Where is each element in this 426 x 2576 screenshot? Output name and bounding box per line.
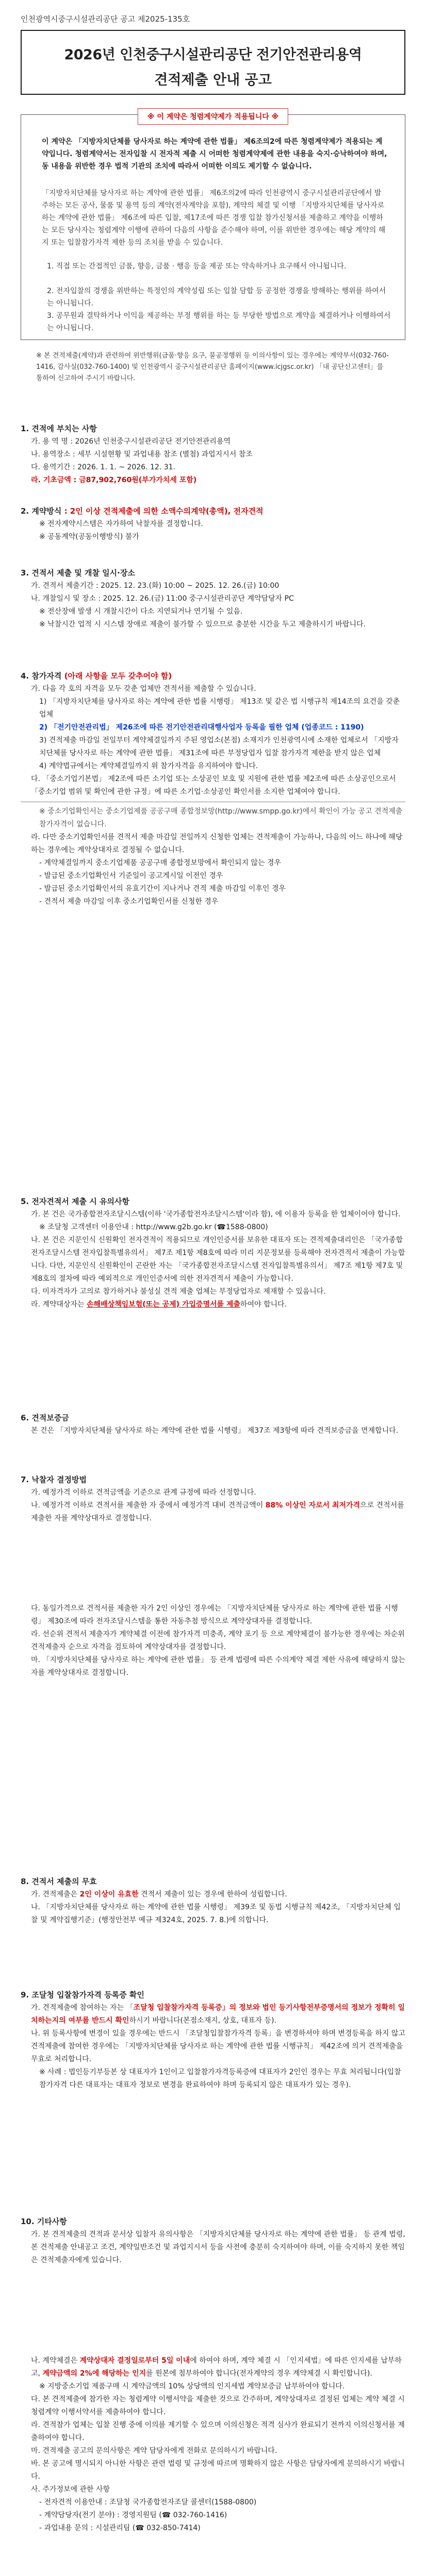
qualification-2: 2) 「전기안전관리법」 제26조에 따른 전기안전관리대행사업자 등록을 필한 업체 (업종코드 : 1190) <box>39 723 364 732</box>
insurance-post: 하여야 합니다. <box>240 1300 287 1309</box>
qualification-3: 3) 견적제출 마감일 전일부터 계약체결일까지 주된 영업소(본점) 소재지가 인천광역시에 소재한 업체로서 「지방자치단체를 당사자로 하는 계약에 관한 법률」 제31조에 따른 부정당업자 입찰 참가자격 제한을 받지 않은 업체 <box>39 736 399 757</box>
section-6 <box>21 1412 405 1437</box>
misc-7: 사. 주가정보에 관한 사항 <box>31 2485 110 2494</box>
qualification-small-business: 다. 「중소기업기본법」 제2조에 따른 소기업 또는 소상공인 보호 및 지원에 관한 법률 제2조에 따른 소상공인으로서 「중소기업 범위 및 확인에 관한 규정」에 따른 소기업·소상공인 확인서를 소지한 업체여야 합니다. <box>31 775 396 796</box>
integrity-contract-box <box>21 114 405 340</box>
submit-period: 가. 견적서 제출기간 : 2025. 12. 23.(화) 10:00 ~ 2025. 12. 26.(금) 10:00 <box>31 582 280 590</box>
registration-pre: 가. 견적제출에 참여하는 자는 「 <box>31 2004 134 2012</box>
award-rule-threshold: 88% 이상인 자로서 최저가격 <box>265 1501 361 1510</box>
sme-exception-2: - 발급된 중소기업확인서 기준일이 공고게시일 이전인 경우 <box>39 872 223 880</box>
validity-count: 2인 이상이 유효한 <box>79 1890 139 1899</box>
integrity-para-1: 이 계약은 「지방자치단체를 당사자로 하는 계약에 관한 법률」 제6조의2에 따른 청렴계약제가 적용되는 계약입니다. 청렴계약서는 전자입찰 시 전자적 제출 시 어떠한 청렴계약제에 관한 내용을 숙지·승낙하여야 하며, 동 내용을 위반한 경우 법적 기관의 조치에 따라서 어떠한 이의도 제기할 수 없습니다. <box>42 138 387 171</box>
section-10-title: 10. 기타사항 <box>21 2217 67 2226</box>
sme-exception: 라. 다만 중소기업확인서를 견적서 제출 마감일 전일까지 신청한 업체는 견적제출이 가능하나, 다음의 어느 하나에 해당하는 경우에는 계약상대자로 결정될 수 없습니다. <box>31 833 403 854</box>
section-10 <box>21 2215 405 2535</box>
section-7 <box>21 1473 405 1680</box>
service-period: 다. 용역기간 : 2026. 1. 1. ~ 2026. 12. 31. <box>31 463 175 471</box>
section-1 <box>21 422 405 487</box>
section-3-note-1: ※ 전산장애 발생 시 개찰시간이 다소 지연되거나 연기될 수 있음. <box>39 607 243 616</box>
g2b-registration: 가. 본 건은 국가종합전자조달시스템(이하 '국가종합전자조달시스템'이라 함), 에 이용자 등록을 한 업체이어야 합니다. <box>31 1210 401 1218</box>
misc-2-stamp: 계약금액의 2%에 해당하는 인지 <box>42 2369 146 2378</box>
validity-pre: 가. 견적제출은 <box>31 1890 80 1899</box>
misc-6: 바. 본 공고에 명시되지 아니한 사항은 관련 법령 및 규정에 따르며 명확하지 않은 사항은 담당자에게 문의하시기 바랍니다. <box>31 2460 405 2481</box>
section-2-note-1: ※ 전자계약시스템은 자가하여 낙찰자를 결정합니다. <box>39 520 203 528</box>
misc-2-pre: 나. 계약체결은 <box>31 2357 80 2365</box>
registration-check: 조달청 입찰참가자격 등록증」의 정보와 법인 등기사항전부증명서의 정보가 정확히 일치하는지의 여부를 반드시 확인 <box>31 2004 405 2025</box>
insurance-requirement: 손해배상책임보험(또는 공제) 가입증명서를 제출 <box>87 1300 240 1309</box>
integrity-notice-tab: ※ 이 계약은 청렴계약제가 적용됩니다 ※ <box>138 108 288 125</box>
integrity-item-2: 2. 전자입찰의 경쟁을 위반하는 특정인의 계약성립 또는 입찰 담합 등 공정한 경쟁을 방해하는 행위를 하여서는 아니됩니다. <box>47 287 386 308</box>
contact-task: - 과업내용 문의 : 시설관리팀 (☎ 032-850-7414) <box>39 2524 201 2532</box>
section-6-title: 6. 견적보증금 <box>21 1413 69 1422</box>
service-location: 나. 용역장소 : 세부 시설현황 및 과업내용 참조 (별첨) 과업지시서 참조 <box>31 450 253 459</box>
section-5 <box>21 1195 405 1311</box>
next-rank-rule: 라. 선순위 견적서 제출자가 계약체결 이전에 참가자격 미충족, 계약 포기 등 으로 계약체결이 불가능한 경우에는 차순위 견적제출자 순으로 자격을 검토하여 계약상대자를 결정합니다. <box>31 1630 405 1651</box>
contract-method: : 2인 이상 견적제출에 의한 소액수의계약(총액), 전자견적 <box>64 506 264 516</box>
sme-exception-1: - 계약체결일까지 중소기업제품 공공구매 종합정보망에서 확인되지 않는 경우 <box>39 859 281 867</box>
misc-4: 라. 견적참가 업체는 입찰 진행 중에 이의를 제기할 수 있으며 이의신청은 적격 심사가 완료되기 전까지 이의신청서를 제출하여야 합니다. <box>31 2421 405 2442</box>
section-4-title: 4. 참가자격 <box>21 671 62 681</box>
award-rule-post: 으로 견적서를 제출한 자를 계약상대자로 결정합니다. <box>31 1501 404 1522</box>
integrity-item-3: 3. 공무원과 결탁하거나 이익을 제공하는 부정 행위를 하는 등 부당한 방법으로 계약을 체결하거나 이행하여서는 아니됩니다. <box>47 312 391 332</box>
contact-g2b: - 전자견적 이용안내 : 조달청 국가종합전자조달 콜센터(1588-0800) <box>39 2498 257 2506</box>
service-name: 가. 용 역 명 : 2026년 인천중구시설관리공단 전기안전관리용역 <box>31 437 231 446</box>
deposit-exemption: 본 건은 「지방자치단체를 당사자로 하는 계약에 관한 법률 시행령」 제37조 제3항에 따라 견적보증금을 면제합니다. <box>31 1427 399 1435</box>
registration-example: ※ 사례 : 법인등기부등본 상 대표자가 1인이고 입찰참가자격등록증에 대표자가 2인인 경우는 무효 처리됩니다(입찰참가자격 다른 대표자는 대표자 정보로 변경을 완료하여야 하며 등록되지 않은 대표자가 있는 경우). <box>39 2068 401 2089</box>
section-4 <box>21 670 405 908</box>
section-8 <box>21 1875 405 1927</box>
award-rule-pre: 나. 예정가격 이하로 견적서를 제출한 자 중에서 예정가격 대비 견적금액이 <box>31 1501 266 1510</box>
section-2 <box>21 505 405 544</box>
title-line2: 견적제출 안내 공고 <box>154 72 272 88</box>
qualification-1: 1) 「지방자치단체를 당사자로 하는 계약에 관한 법률 시행령」 제13조 및 같은 법 시행규칙 제14조의 요건을 갖춘 업체 <box>39 698 400 719</box>
g2b-help: ※ 조달청 고객센터 이용안내 : http://www.g2b.go.kr (☎1588-0800) <box>39 1223 268 1231</box>
sme-exception-3: - 발급된 중소기업확인서의 유효기간이 지나거나 견적 제출 마감일 이후인 경우 <box>39 885 286 893</box>
registration-post: 하시기 바랍니다(본점소재지, 상호, 대표자 등). <box>129 2016 276 2025</box>
restriction-rule: 마. 「지방자치단체를 당사자로 하는 계약에 관한 법률」 등 관계 법령에 따른 수의계약 체결 제한 사유에 해당하지 않는 자를 계약상대자로 결정합니다. <box>31 1656 405 1677</box>
registration-change: 나. 위 등록사항에 변경이 있을 경우에는 반드시 「조달청입찰참가자격 등록」을 변경하셔야 하며 변경등록을 하지 않고 견적제출에 참여한 경우에는 「지방자치단체를 당사자로 하는 계약에 관한 법률 시행규칙」 제42조에 의거 견적제출을 무효로 처리합니다. <box>31 2029 405 2063</box>
section-8-title: 8. 견적서 제출의 무효 <box>21 1877 97 1886</box>
misc-2-post: 를 원본에 첨부하여야 합니다(전자계약의 경우 계약체결 시 확인합니다). <box>146 2369 372 2378</box>
section-2-note-2: ※ 공동계약(공동이행방식) 불가 <box>39 533 139 541</box>
misc-2-note: ※ 지방중소기업 제품구매 시 계약금액의 10% 상당액의 인지세법 계약보증금 납부하여야 합니다. <box>39 2382 345 2391</box>
section-9-title: 9. 조달청 입찰참가자격 등록증 확인 <box>21 1990 144 1999</box>
section-5-title: 5. 전자견적서 제출 시 유의사항 <box>21 1197 129 1206</box>
section-1-title: 1. 견적에 부치는 사항 <box>21 424 97 433</box>
contact-contract: - 계약담당자(전기 분야) : 경영지원팀 (☎ 032-760-1416) <box>39 2511 227 2519</box>
section-3 <box>21 567 405 631</box>
section-2-title: 2. 계약방식 <box>21 506 62 516</box>
notice-number: 인천광역시중구시설관리공단 공고 제2025-135호 <box>21 14 190 24</box>
integrity-para-2: 「지방자치단체를 당사자로 하는 계약에 관한 법률」 제6조의2에 따라 인천광역시 중구시설관리공단에서 발주하는 모든 공사, 물품 및 용역 등의 계약(전자계약을 포함), 계약의 체결 및 이행 「지방자치단체를 당사자로 하는 계약에 관한 법률」 제6조에 따른 입찰, 제17조에 따른 경쟁 입찰 참가신청서를 제출하고 계약을 이행하는 모든 당사자는 청렴계약 이행에 관하여 다음의 사항을 준수해야 하며, 이를 위반한 경우에는 해당 계약의 해지 또는 입찰참가자격 제한 등의 조치를 받을 수 있습니다. <box>42 189 386 247</box>
misc-1: 가. 본 견적제출의 견적과 문서상 입찰자 유의사항은 「지방자치단체를 당사자로 하는 계약에 관한 법률」 등 관계 법령, 본 견적제출 안내공고 조건, 계약일반조건 및 과업지시서 등을 사전에 충분히 숙지하여야 하며, 이를 숙지하지 못한 책임은 견적제출자에게 있습니다. <box>31 2230 405 2264</box>
misc-2-deadline: 계약상대자 결정일로부터 5일 이내 <box>79 2357 190 2365</box>
unqualified-penalty: 다. 미자격자가 고의로 참가하거나 불성실 견적 제출 업체는 부정당업자로 제재할 수 있음니다. <box>31 1287 326 1296</box>
qualification-4: 4) 계약법규에서는 계약체결일까지 위 참가자격을 유지하여야 합니다. <box>39 762 258 770</box>
sme-exception-4: - 견적서 제출 마감일 이후 중소기업확인서를 신청한 경우 <box>39 897 219 906</box>
base-amount: 라. 기초금액 : 금87,902,760원(부가가치세 포함) <box>31 476 197 484</box>
title-line1: 2026년 인천중구시설관리공단 전기안전관리용역 <box>64 47 362 63</box>
fingerprint-auth: 나. 본 건은 지문인식 신원확인 전자견적이 적용되므로 개인인증서를 보유한 대표자 또는 견적제출대리인은 「국가종합전자조달시스템 전자입찰특별유의서」 제7조 제1항 제8호에 따라 미리 지문정보를 등록해야 전자견적서 제출이 가능합니다. 다만, 지문인식 신원확인이 곤란한 자는 「국가종합전자조달시스템 전자입찰특별유의서」 제7조 제1항 제7호 및 제8호의 절차에 따라 예외적으로 개인인증서에 의한 전자견적서 제출이 가능합니다. <box>31 1236 405 1283</box>
award-basis: 가. 예정가격 이하로 견적금액을 기준으로 관계 규정에 따라 선정합니다. <box>31 1488 256 1497</box>
misc-3: 다. 본 견적제출에 참가한 자는 청렴계약 이행서약을 제출한 것으로 간주하며, 계약상대자로 결정된 업체는 계약 체결 시 청렴계약 이행서약서를 제출하여야 합니다. <box>31 2395 405 2416</box>
sme-confirmation-note: ※ 중소기업확인서는 중소기업제품 공공구매 종합정보망(http://www.smpp.go.kr)에서 확인이 가능 공고 견적제출 참가자격이 없습니다. <box>39 807 403 828</box>
section-3-title: 3. 견적서 제출 및 개찰 일시·장소 <box>21 568 135 578</box>
integrity-item-1: 1. 직접 또는 간접적인 금품, 향응, 금품 · 행응 등을 제공 또는 약속하거나 요구해서 아니됩니다. <box>47 262 347 270</box>
section-7-title: 7. 낙찰자 결정방법 <box>21 1475 87 1484</box>
title-box <box>21 30 405 95</box>
tie-rule: 다. 동일가격으로 견적서를 제출한 자가 2인 이상인 경우에는 「지방자치단체를 당사자로 하는 계약에 관한 법률 시행령」 제30조에 따라 전자조달시스템을 통한 자동추첨 방식으로 계약상대자를 결정합니다. <box>31 1604 398 1625</box>
report-notice: ※ 본 견적제출(계약)과 관련하여 위반행위(금품·향응 요구, 불공정행위 등 이의사항이 있는 경우에는 계약부서(032-760-1416, 감사실(032-760-1400) 및 인천광역시 중구시설관리공단 홈페이지(www.icjgsc.or.kr) 「내 공단신고센터」를 통하여 신고하여 주시기 바랍니다. <box>36 352 389 382</box>
insurance-pre: 라. 계약대상자는 <box>31 1300 87 1309</box>
invalid-rule: 나. 「지방자치단체를 당사자로 하는 계약에 관한 법률 시행령」 제39조 및 동법 시행규칙 제42조, 「지방자치단체 입찰 및 계약집행기준」(행정안전부 예규 제324호, 2025. 7. 8.)에 의합니다. <box>31 1903 401 1924</box>
misc-5: 마. 견적제출 공고의 문의사항은 계약 담당자에게 전화로 문의하시기 바랍니다. <box>31 2447 277 2455</box>
section-9 <box>21 1989 405 2092</box>
validity-post: 견적서 제출이 있는 경우에 한하여 성립합니다. <box>138 1890 287 1899</box>
section-4-title-note: (아래 사항을 모두 갖추어야 함) <box>64 671 172 681</box>
qualification-intro: 가. 다음 각 호의 자격을 모두 갖춘 업체만 견적서를 제출할 수 있습니다. <box>31 685 256 693</box>
opening-datetime: 나. 개찰일시 및 장소 : 2025. 12. 26.(금) 11:00 중구시설관리공단 계약담당자 PC <box>31 595 294 603</box>
section-3-note-2: ※ 낙찰시간 업적 시 시스템 장애로 제출이 불가할 수 있으므로 충분한 시간을 두고 제출하시기 바랍니다. <box>39 620 366 629</box>
misc-2-mid: 에 하여야 하며, 계약 체결 시 「인지세법」에 따른 인지세를 납부하고, <box>31 2357 402 2378</box>
